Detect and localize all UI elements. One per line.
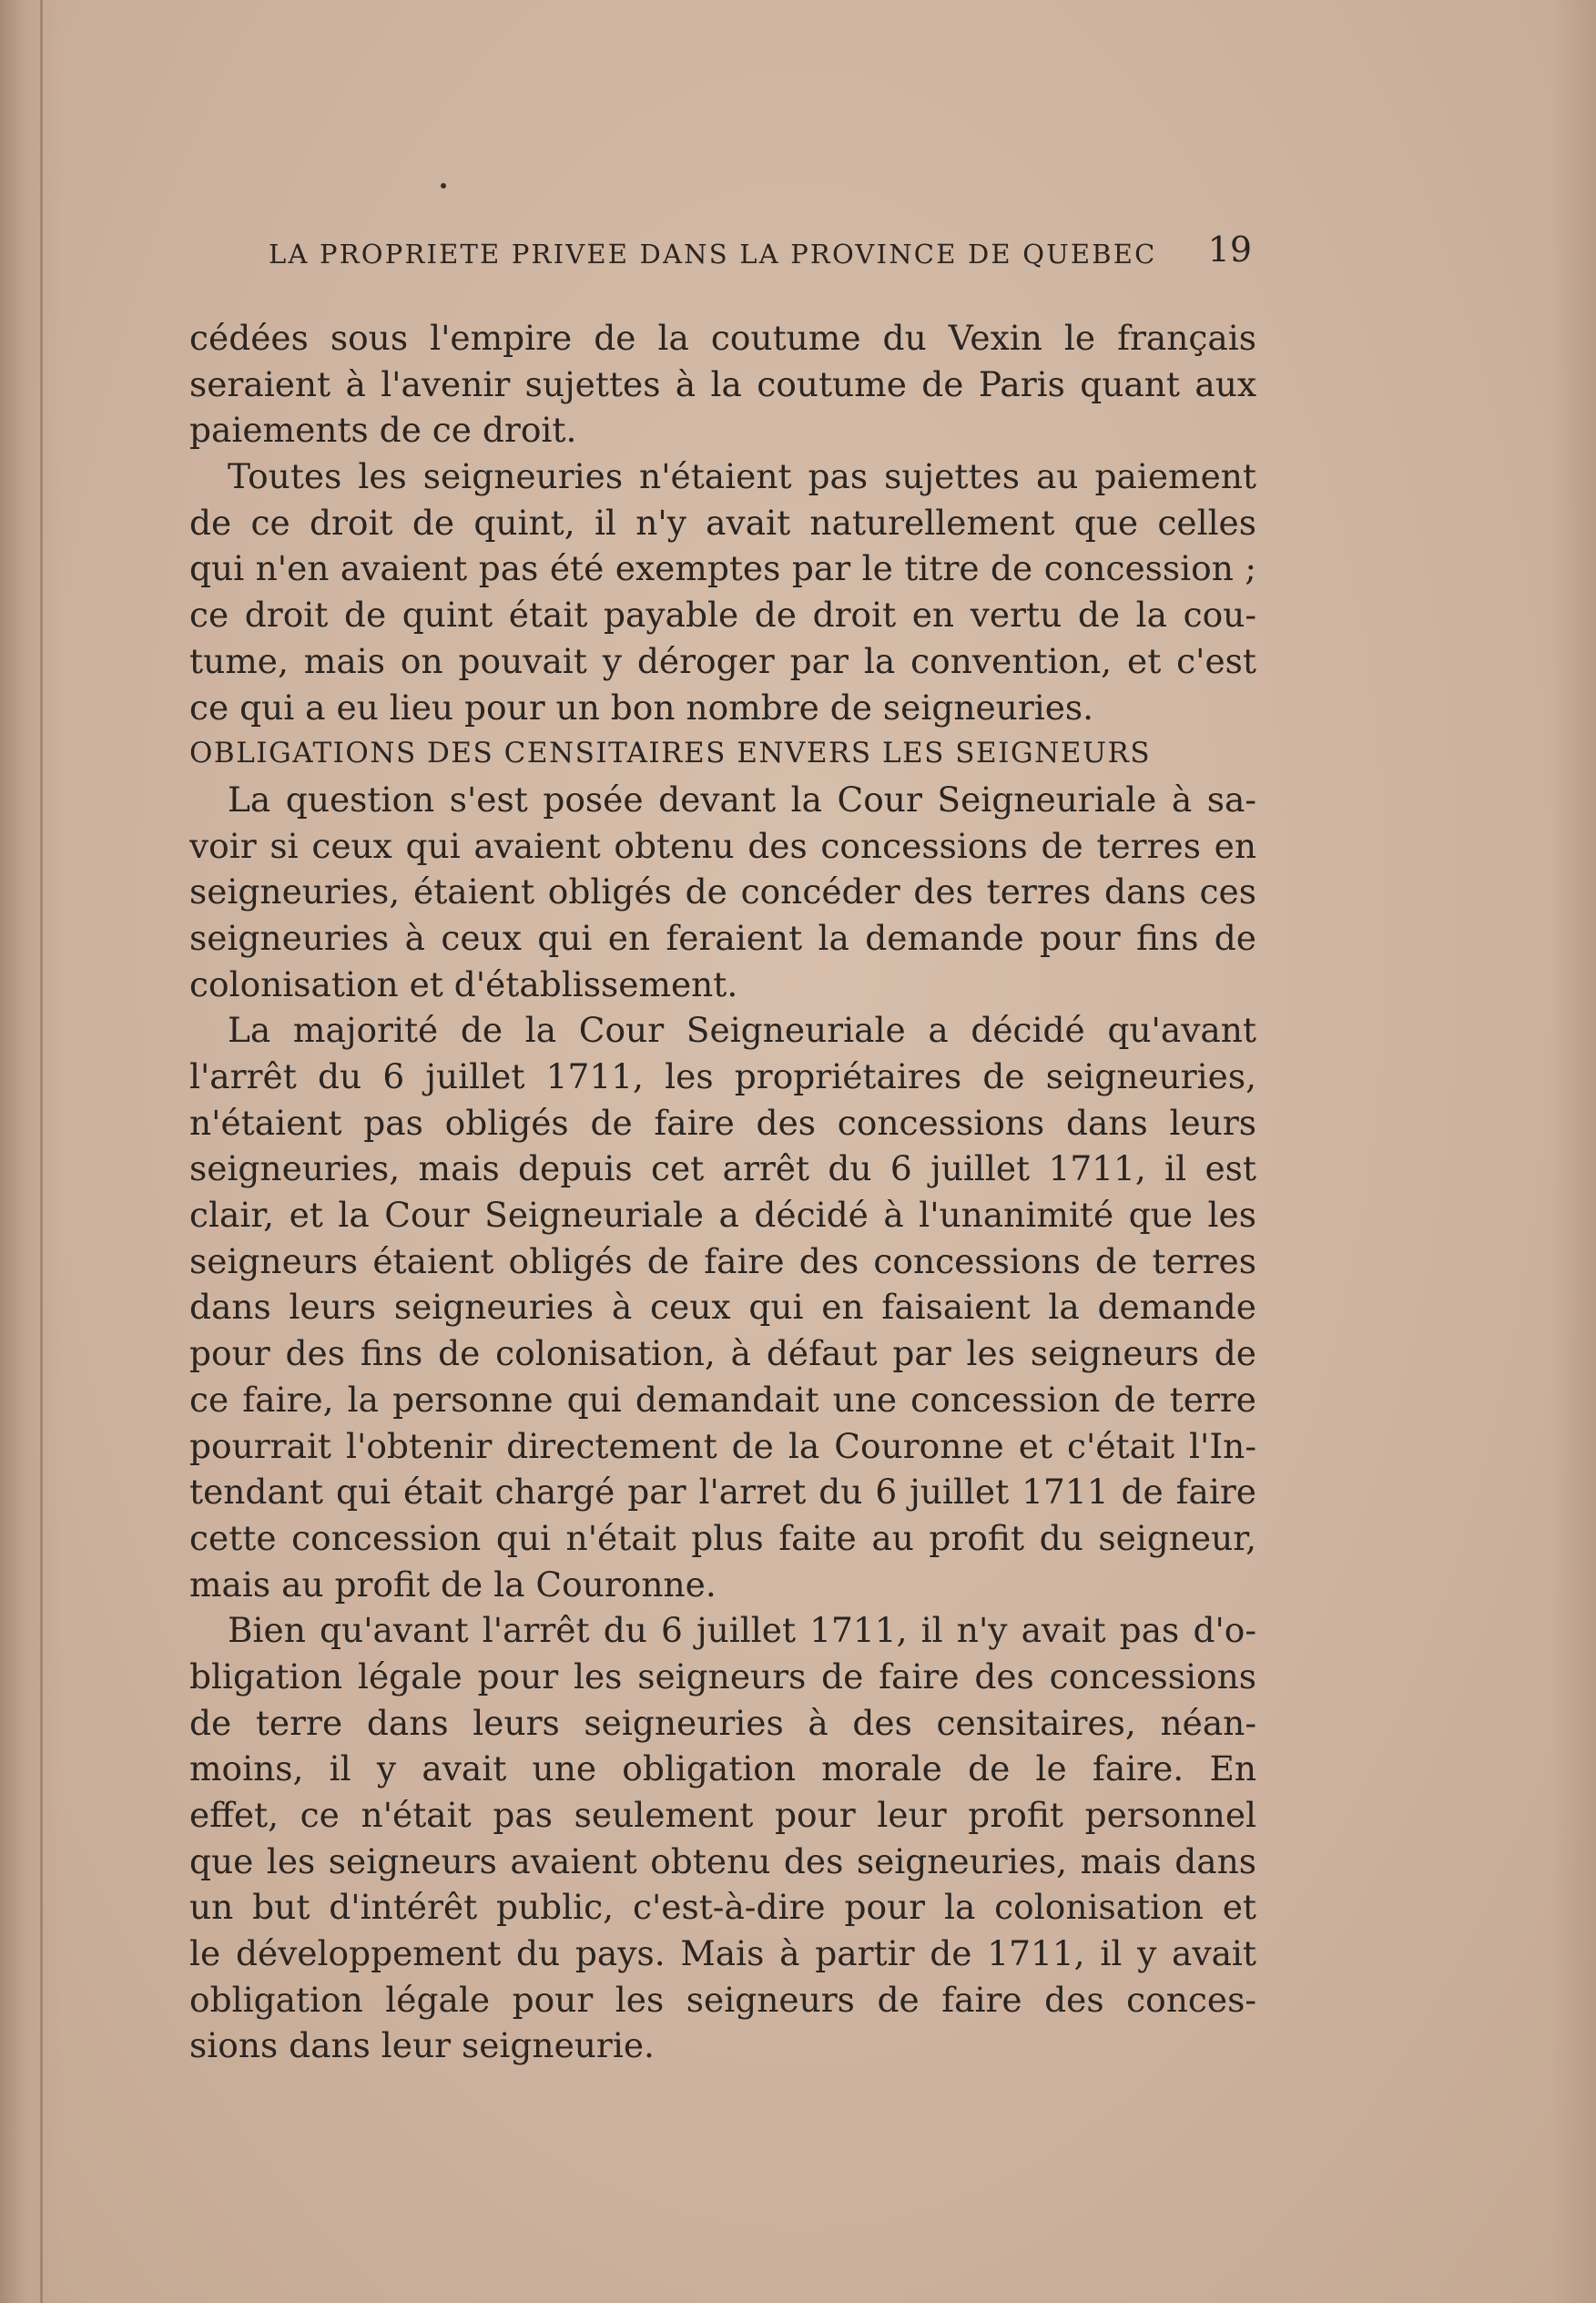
text-line: de terre dans leurs seigneuries à des censitaires, néan- xyxy=(189,1702,1256,1743)
text-line: pour des fins de colonisation, à défaut par les seigneurs de xyxy=(189,1333,1256,1374)
text-line: pourrait l'obtenir directement de la Couronne et c'était l'In- xyxy=(189,1425,1256,1466)
text-line: Bien qu'avant l'arrêt du 6 juillet 1711, il n'y avait pas d'o- xyxy=(228,1610,1256,1651)
text-line: n'étaient pas obligés de faire des concessions dans leurs xyxy=(189,1102,1256,1143)
text-line: colonisation et d'établissement. xyxy=(189,963,738,1004)
text-line: La question s'est posée devant la Cour Seigneuriale à sa- xyxy=(228,779,1256,820)
text-line: que les seigneurs avaient obtenu des seigneuries, mais dans xyxy=(189,1840,1256,1881)
text-line: un but d'intérêt public, c'est-à-dire pour la colonisation et xyxy=(189,1887,1256,1928)
text-line: de ce droit de quint, il n'y avait naturellement que celles xyxy=(189,502,1256,543)
text-line: seraient à l'avenir sujettes à la coutume de Paris quant aux xyxy=(189,363,1256,404)
text-line: ce faire, la personne qui demandait une concession de terre xyxy=(189,1379,1256,1420)
text-line: sions dans leur seigneurie. xyxy=(189,2025,655,2066)
binding-edge xyxy=(40,0,43,2303)
text-line: tendant qui était chargé par l'arret du 6 juillet 1711 de faire xyxy=(189,1472,1256,1513)
text-line: tume, mais on pouvait y déroger par la convention, et c'est xyxy=(189,640,1256,681)
text-line: ce droit de quint était payable de droit en vertu de la cou- xyxy=(189,595,1256,636)
text-line: obligation légale pour les seigneurs de faire des conces- xyxy=(189,1979,1256,2020)
ink-speck xyxy=(441,183,446,189)
text-line: ce qui a eu lieu pour un bon nombre de seigneuries. xyxy=(189,687,1094,728)
text-line: bligation légale pour les seigneurs de faire des concessions xyxy=(189,1656,1256,1697)
page-edge-shadow xyxy=(1550,0,1596,2303)
text-line: l'arrêt du 6 juillet 1711, les propriétaires de seigneuries, xyxy=(189,1056,1256,1096)
page-header xyxy=(269,229,1252,275)
text-line: effet, ce n'était pas seulement pour leur profit personnel xyxy=(189,1795,1256,1835)
text-line: voir si ceux qui avaient obtenu des concessions de terres en xyxy=(189,825,1256,866)
page-number: 19 xyxy=(1207,229,1252,270)
text-line: qui n'en avaient pas été exemptes par le titre de concession ; xyxy=(189,548,1256,589)
text-line: moins, il y avait une obligation morale de le faire. En xyxy=(189,1748,1256,1789)
body-text xyxy=(189,315,1256,2069)
text-line: La majorité de la Cour Seigneuriale a décidé qu'avant xyxy=(228,1010,1256,1051)
text-line: clair, et la Cour Seigneuriale a décidé à l'unanimité que les xyxy=(189,1195,1256,1236)
running-head: LA PROPRIETE PRIVEE DANS LA PROVINCE DE QUEBEC xyxy=(269,239,1157,270)
text-line: paiements de ce droit. xyxy=(189,410,577,451)
section-heading xyxy=(189,730,1256,777)
paragraph xyxy=(189,315,1256,453)
text-line: mais au profit de la Couronne. xyxy=(189,1564,717,1605)
text-line: seigneuries, mais depuis cet arrêt du 6 juillet 1711, il est xyxy=(189,1148,1256,1189)
page-gutter-shadow xyxy=(0,0,64,2303)
text-line: seigneurs étaient obligés de faire des concessions de terres xyxy=(189,1240,1256,1281)
text-line: cette concession qui n'était plus faite au profit du seigneur, xyxy=(189,1517,1256,1558)
text-line: Toutes les seigneuries n'étaient pas sujettes au paiement xyxy=(228,456,1256,497)
paragraph xyxy=(189,453,1256,730)
text-line: dans leurs seigneuries à ceux qui en faisaient la demande xyxy=(189,1287,1256,1328)
text-line: le développement du pays. Mais à partir de 1711, il y avait xyxy=(189,1933,1256,1974)
heading-text: OBLIGATIONS DES CENSITAIRES ENVERS LES SEIGNEURS xyxy=(189,737,1152,770)
paragraph xyxy=(189,1607,1256,2069)
text-line: seigneuries à ceux qui en feraient la demande pour fins de xyxy=(189,917,1256,958)
text-line: cédées sous l'empire de la coutume du Vexin le français xyxy=(189,318,1256,358)
text-line: seigneuries, étaient obligés de concéder des terres dans ces xyxy=(189,871,1256,912)
paragraph xyxy=(189,777,1256,1007)
paragraph xyxy=(189,1007,1256,1607)
